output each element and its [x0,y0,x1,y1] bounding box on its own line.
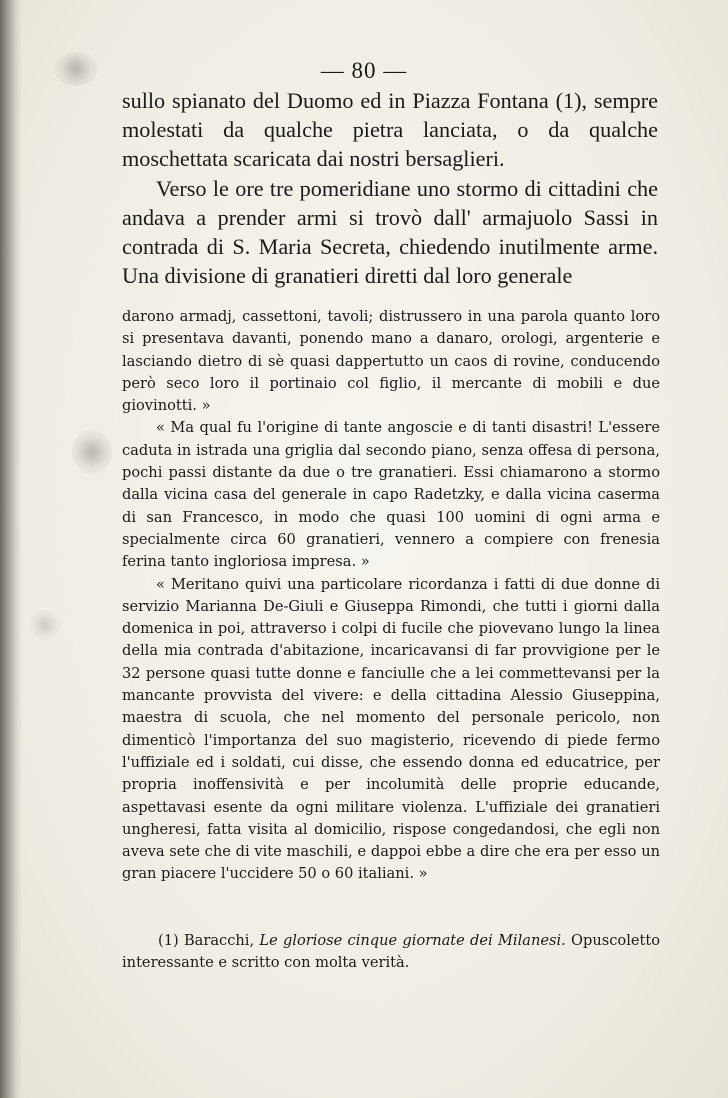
quote-paragraph: « Meritano quivi una particolare ricordanza i fatti di due donne di servizio Marianna De-Giuli e Giuseppa Rimondi, che tutti i giorni dalla domenica in poi, attraverso i colpi di fucile che piovevano lungo la linea della mia contrada d'abitazione, incaricavansi di far provvigione per le 32 persone quasi tutte donne e fanciulle che a lei commettevansi per la mancante provvista del vivere: e della cittadina Alessio Giuseppina, maestra di scuola, che nel momento del personale pericolo, non dimenticò l'importanza del suo magisterio, ricevendo di piede fermo l'uffiziale ed i soldati, cui disse, che essendo donna ed educatrice, per propria inoffensività e per incolumità delle proprie educande, aspettavasi esente da ogni militare violenza. L'uffiziale dei granatieri ungheresi, fatta visita al domicilio, rispose congedandosi, che egli non aveva sete che di vite maschili, e dappoi ebbe a dire che era per esso un gran piacere l'uccidere 50 o 60 italiani. » [122,575,660,883]
main-body-text [122,86,658,290]
page-number: — 80 — [320,58,408,83]
footnote-text [122,930,660,975]
quote-paragraph: « Ma qual fu l'origine di tante angoscie e di tanti disastri! L'essere caduta in istrada una griglia dal secondo piano, senza offesa di persona, pochi passi distante da due o tre granatieri. Essi chiamarono a stormo dalla vicina casa del generale in capo Radetzky, e dalla vicina caserma di san Francesco, in modo che quasi 100 uomini di ogni arma e specialmente circa 60 granatieri, vennero a compiere con frenesia ferina tanto ingloriosa impresa. » [122,419,660,571]
footnote [122,930,660,975]
body-paragraph: sullo spianato del Duomo ed in Piazza Fontana (1), sempre molestati da qualche pietra lanciata, o da qualche moschettata scaricata dai nostri bersaglieri. [122,88,658,172]
footnote-author: Baracchi, [183,932,255,949]
footnote-description: Opuscoletto interessante e scritto con molta verità. [122,932,661,972]
footnote-book-title: Le gloriose cinque giornate dei Milanesi. [259,932,566,949]
quote-paragraph: darono armadj, cassettoni, tavoli; distrussero in una parola quanto loro si presentava davanti, ponendo mano a danaro, orologi, argenterie e lasciando dietro di sè quasi dappertutto un caos di rovine, conducendo però seco loro il portinaio col figlio, il mercante di mobili e due giovinotti. » [122,308,660,415]
body-paragraph: Verso le ore tre pomeridiane uno stormo di cittadini che andava a prender armi si trovò dall' armajuolo Sassi in contrada di S. Maria Secreta, chiedendo inutilmente arme. Una divisione di granatieri diretti dal loro generale [122,175,658,289]
page-binding-shadow [0,0,22,1098]
footnote-marker: (1) [158,932,179,949]
quoted-passage [122,306,660,886]
paper-stain [30,610,60,640]
paper-stain [72,430,112,474]
